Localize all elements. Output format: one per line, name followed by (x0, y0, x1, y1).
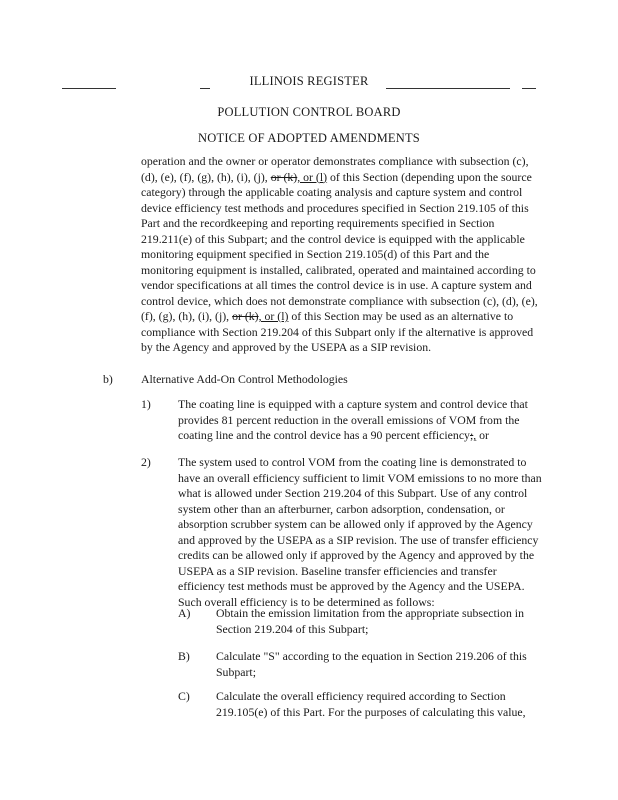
sub-c-label: C) (178, 689, 190, 703)
board-title: POLLUTION CONTROL BOARD (217, 105, 401, 119)
deleted-text: or (k) (232, 309, 259, 323)
inserted-text: , or (l) (297, 169, 328, 184)
section-b-label: b) (103, 372, 113, 386)
sub-c-text: Calculate the overall efficiency required according to Section 219.105(e) of this Part. For the purposes of calculating this value, (216, 689, 526, 719)
register-title: ILLINOIS REGISTER (249, 74, 369, 88)
deleted-text: or (k) (270, 169, 298, 184)
inserted-text: , or (l) (258, 309, 289, 323)
intro-paragraph: operation and the owner or operator demonstrates compliance with subsection (c), (d), (e), (f), (g), (h), (i), (j), or (k), or (l) of this Section (depending upon the source category) through the applicable coating analysis and capture system and control device efficiency test methods and procedures specified in Section 219.105 of this Part and the recordkeeping and reporting requirements specified in Section 219.211(e) of this Subpart; and the control device is equipped with the applicable monitoring equipment specified in Section 219.105(d) of this Part and the monitoring equipment is installed, calibrated, operated and maintained according to vendor specifications at all times the control device is in use. A capture system and control device, which does not demonstrate compliance with subsection (c), (d), (e), (f), (g), (h), (i), (j), or (k), or (l) of this Section may be used as an alternative to compliance with Section 219.204 of this Subpart only if the alternative is approved by the Agency and approved by the USEPA as a SIP revision. (141, 154, 538, 354)
inserted-text: , (473, 428, 477, 442)
sub-a-text: Obtain the emission limitation from the appropriate subsection in Section 219.204 of this Subpart; (216, 606, 524, 636)
section-b-title: Alternative Add-On Control Methodologies (141, 372, 348, 386)
deleted-text: ; (469, 428, 474, 442)
sub-b-label: B) (178, 649, 190, 663)
item-1-label: 1) (141, 397, 151, 411)
item-1-text: The coating line is equipped with a capture system and control device that provides 81 percent reduction in the overall emissions of VOM from the coating line and the control device has a 90 percent efficiency;, or (178, 397, 528, 442)
item-2-text: The system used to control VOM from the coating line is demonstrated to have an overall efficiency sufficient to limit VOM emissions to no more than what is allowed under Section 219.204 of this Subpart. Use of any control system other than an afterburner, carbon adsorption, condensation, or absorption scrubber system can be allowed only if approved by the Agency and approved by the USEPA as a SIP revision. The use of transfer efficiency credits can be allowed only if approved by the Agency and approved by the USEPA as a SIP revision. Baseline transfer efficiencies and transfer efficiency test methods must be approved by the Agency and the USEPA. Such overall efficiency is to be determined as follows: (178, 455, 542, 609)
sub-b-text: Calculate "S" according to the equation in Section 219.206 of this Subpart; (216, 649, 527, 679)
sub-a-label: A) (178, 606, 191, 620)
notice-title: NOTICE OF ADOPTED AMENDMENTS (198, 131, 420, 145)
item-2-label: 2) (141, 455, 151, 469)
